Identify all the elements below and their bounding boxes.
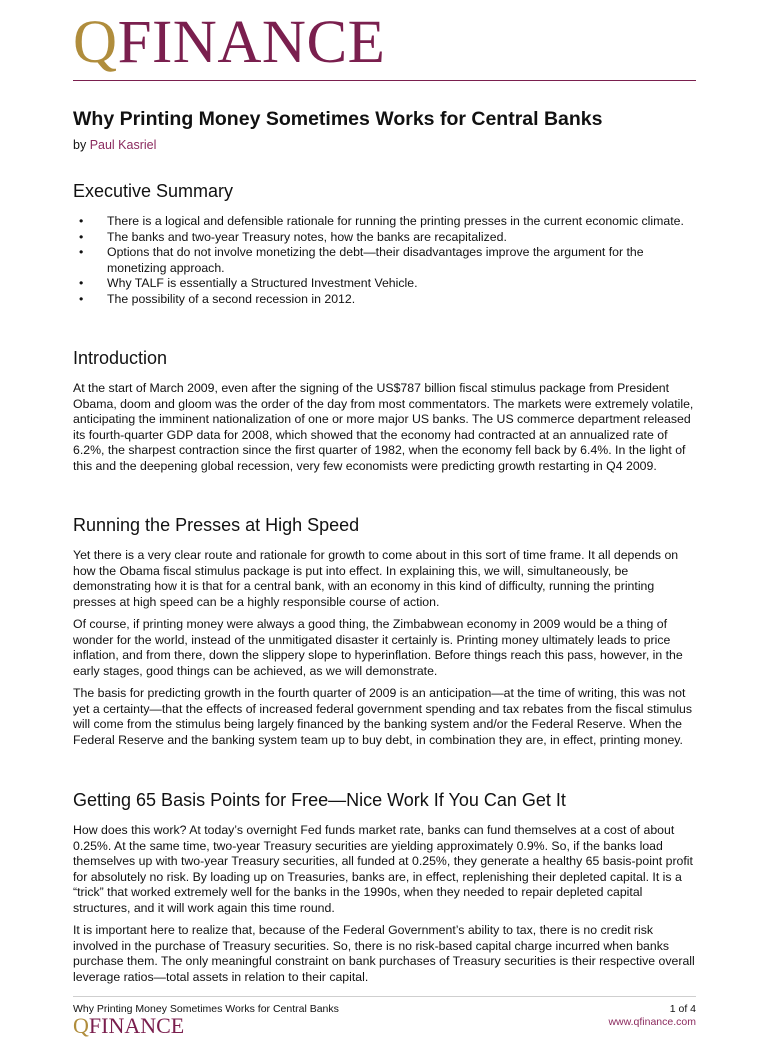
bullet-icon: • bbox=[79, 291, 84, 306]
bullet-text: The banks and two-year Treasury notes, how the banks are recapitalized. bbox=[107, 229, 507, 244]
presses-paragraph-1: Yet there is a very clear route and rationale for growth to come about in this sort of time frame. It all depends on how the Obama fiscal stimulus package is put into effect. In explaining this, we will, simultaneously, be demonstrating how it is that for a central bank, with an economy in this kind of difficulty, running the printing presses at high speed can be a highly responsible course of action. bbox=[73, 548, 679, 609]
introduction-heading: Introduction bbox=[73, 348, 168, 368]
basis-paragraph-2: It is important here to realize that, because of the Federal Government’s ability to tax, there is no credit risk involved in the purchase of Treasury securities. So, there is no risk-based capital charge incurred when banks purchase them. The only meaningful constraint on bank purchases of Treasury securities is their respective overall leverage ratios—total assets in relation to their capital. bbox=[73, 923, 695, 984]
list-item bbox=[73, 230, 696, 246]
byline bbox=[73, 138, 156, 152]
summary-bullet-list bbox=[73, 214, 696, 307]
footer-title: Why Printing Money Sometimes Works for Central Banks bbox=[73, 1003, 339, 1015]
author-link[interactable]: Paul Kasriel bbox=[89, 138, 157, 152]
executive-summary-heading: Executive Summary bbox=[73, 181, 234, 201]
bullet-icon: • bbox=[79, 214, 84, 228]
bullet-icon: • bbox=[79, 229, 84, 244]
bullet-text: The possibility of a second recession in 2012. bbox=[107, 291, 356, 306]
presses-heading: Running the Presses at High Speed bbox=[73, 515, 360, 535]
basis-points-heading: Getting 65 Basis Points for Free—Nice Work If You Can Get It bbox=[73, 790, 566, 810]
bullet-text: There is a logical and defensible rationale for running the printing presses in the current economic climate. bbox=[107, 214, 684, 228]
introduction-paragraph: At the start of March 2009, even after the signing of the US$787 billion fiscal stimulus package from President Obama, doom and gloom was the order of the day from most commentators. The markets were extremely volatile, anticipating the imminent nationalization of one or more major US banks. The US commerce department released its fourth-quarter GDP data for 2008, which showed that the economy had contracted at an annualized rate of 6.2%, the sharpest contraction since the first quarter of 1982, when the economy fell back by 6.4%. In the light of this and the deepening global recession, very few economists were predicting growth restarting in Q4 2009. bbox=[73, 381, 694, 473]
logo-text bbox=[73, 9, 386, 76]
list-item bbox=[73, 214, 696, 230]
byline-prefix: by bbox=[73, 138, 87, 152]
list-item bbox=[73, 292, 696, 308]
qfinance-logo[interactable] bbox=[73, 9, 386, 80]
basis-paragraph-1: How does this work? At today’s overnight Fed funds market rate, banks can fund themselves at a cost of about 0.25%. At the same time, two-year Treasury securities are yielding approximately 0.9%. So, if the banks load themselves up with two-year Treasury securities, all funded at 0.25%, they generate a healthy 65 basis-point profit for absolutely no risk. By loading up on Treasuries, banks are, in effect, replenishing their depleted capital. It is a “trick” that worked extremely well for the banks in the 1990s, when they needed to repair depleted capital structures, and it will work again this time round. bbox=[73, 823, 693, 915]
page-number: 1 of 4 bbox=[669, 1003, 696, 1015]
footer-logo-q: Q bbox=[73, 1013, 89, 1038]
article-title: Why Printing Money Sometimes Works for Central Banks bbox=[73, 108, 603, 130]
footer-url-link[interactable]: www.qfinance.com bbox=[608, 1016, 696, 1028]
list-item bbox=[73, 245, 696, 276]
bullet-text: Why TALF is essentially a Structured Investment Vehicle. bbox=[107, 276, 418, 290]
bullet-text: Options that do not involve monetizing the debt—their disadvantages improve the argument for the monetizing approach. bbox=[107, 245, 644, 275]
footer-divider bbox=[73, 996, 696, 997]
header-divider bbox=[73, 80, 696, 81]
list-item bbox=[73, 276, 696, 292]
logo-rest: FINANCE bbox=[117, 9, 386, 76]
footer-logo-rest: FINANCE bbox=[88, 1013, 185, 1038]
bullet-icon: • bbox=[79, 245, 84, 259]
logo-q: Q bbox=[73, 9, 118, 76]
bullet-icon: • bbox=[79, 276, 84, 290]
footer-logo bbox=[73, 1015, 184, 1037]
presses-paragraph-2: Of course, if printing money were always a good thing, the Zimbabwean economy in 2009 would be a thing of wonder for the world, instead of the unmitigated disaster it certainly is. Printing money ultimately leads to price inflation, and from there, down the slippery slope to hyperinflation. Before things reach this pass, however, in the early stages, good things can be achieved, as we will demonstrate. bbox=[73, 617, 683, 678]
presses-paragraph-3: The basis for predicting growth in the fourth quarter of 2009 is an anticipation—at the time of writing, this was not yet a certainty—that the effects of increased federal government spending and tax rebates from the fiscal stimulus will come from the stimulus being largely financed by the banking system and/or the Federal Reserve. When the Federal Reserve and the banking system team up to buy debt, in combination they are, in effect, printing money. bbox=[73, 686, 693, 747]
